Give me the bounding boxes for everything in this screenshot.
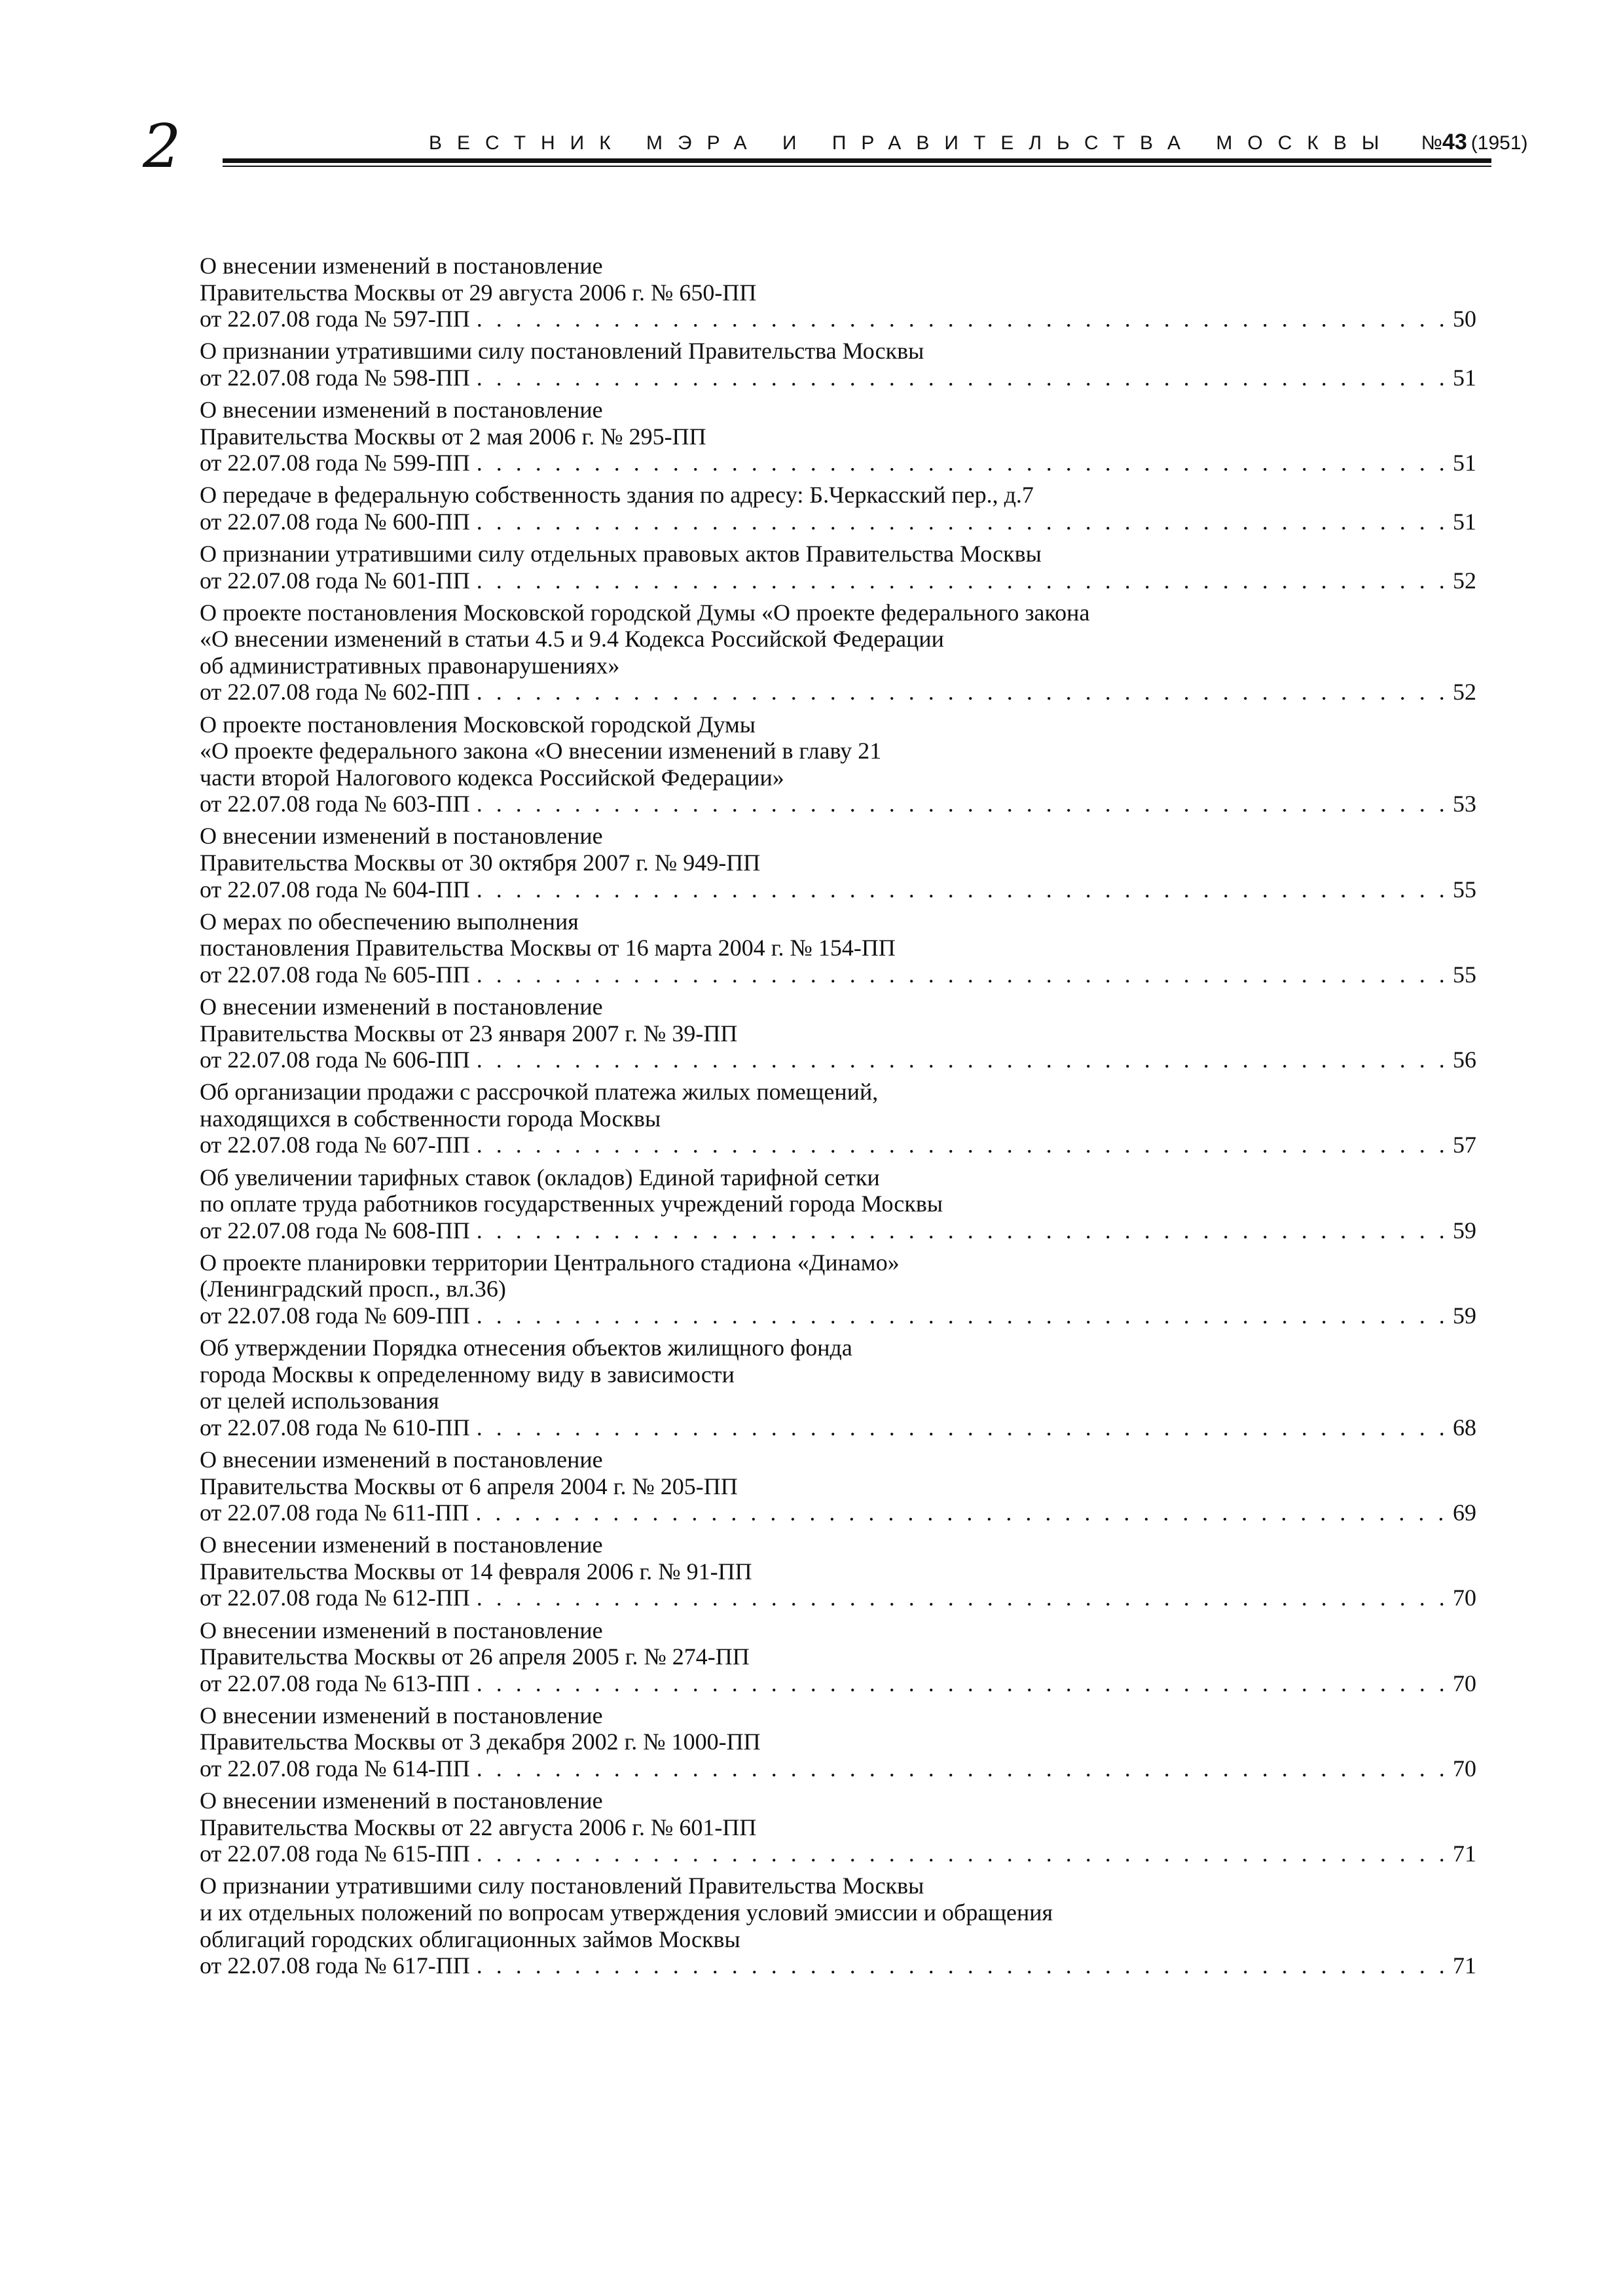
toc-entry-title-line: Об увеличении тарифных ставок (окладов) Единой тарифной сетки: [200, 1164, 880, 1191]
toc-entry-title-line: Правительства Москвы от 6 апреля 2004 г. № 205-ПП: [200, 1473, 738, 1499]
toc-entry-reference: от 22.07.08 года № 607-ПП: [200, 1132, 470, 1158]
toc-entry-leader-line: [200, 961, 1476, 988]
toc-entry-title-line: Об утверждении Порядка отнесения объектов жилищного фонда: [200, 1335, 852, 1361]
toc-entry-reference: от 22.07.08 года № 614-ПП: [200, 1755, 470, 1782]
toc-entry-leader-line: [200, 365, 1476, 391]
toc-entry-leader-line: [200, 1302, 1476, 1329]
toc-entry-title-line: О внесении изменений в постановление: [200, 1617, 603, 1643]
toc-entry: [200, 1164, 1476, 1244]
toc-entry-title-line: Правительства Москвы от 14 февраля 2006 г. № 91-ПП: [200, 1558, 752, 1585]
header-rule-thin: [223, 166, 1491, 167]
toc-entry-title-line: и их отдельных положений по вопросам утверждения условий эмиссии и обращения: [200, 1899, 1053, 1926]
toc-entry-page-number: 57: [1453, 1132, 1476, 1158]
dot-leader: [477, 679, 1450, 706]
toc-entry-leader-line: [200, 1499, 1476, 1526]
toc-entry-title-line: Правительства Москвы от 30 октября 2007 г. № 949-ПП: [200, 849, 761, 876]
toc-entry-reference: от 22.07.08 года № 606-ПП: [200, 1047, 470, 1073]
toc-entry-title-line: постановления Правительства Москвы от 16 марта 2004 г. № 154-ПП: [200, 935, 896, 961]
toc-entry-page-number: 69: [1453, 1499, 1476, 1526]
dot-leader: [477, 306, 1450, 332]
toc-entry-title-line: Правительства Москвы от 3 декабря 2002 г. № 1000-ПП: [200, 1729, 761, 1755]
toc-entry-leader-line: [200, 1952, 1476, 1979]
toc-entry-leader-line: [200, 1132, 1476, 1158]
toc-entry-page-number: 55: [1453, 961, 1476, 988]
toc-entry-page-number: 51: [1453, 508, 1476, 535]
dot-leader: [477, 1840, 1450, 1867]
dot-leader: [477, 450, 1450, 476]
toc-entry-leader-line: [200, 567, 1476, 594]
issue-year: (1951): [1470, 132, 1528, 154]
toc-entry-page-number: 51: [1453, 450, 1476, 476]
toc-entry-reference: от 22.07.08 года № 617-ПП: [200, 1952, 470, 1979]
toc-entry-title-line: О проекте постановления Московской городской Думы: [200, 711, 756, 738]
toc-entry-title-line: О проекте планировки территории Центрального стадиона «Динамо»: [200, 1249, 900, 1276]
toc-entry: [200, 1249, 1476, 1329]
dot-leader: [477, 365, 1450, 391]
toc-entry: [200, 1787, 1476, 1867]
toc-entry-title-line: О внесении изменений в постановление: [200, 1532, 603, 1558]
toc-entry-reference: от 22.07.08 года № 608-ПП: [200, 1217, 470, 1244]
toc-entry-leader-line: [200, 1670, 1476, 1697]
toc-entry-page-number: 71: [1453, 1952, 1476, 1979]
toc-entry-leader-line: [200, 876, 1476, 903]
dot-leader: [477, 509, 1450, 535]
toc-entry-leader-line: [200, 1414, 1476, 1441]
toc-entry-title-line: О мерах по обеспечению выполнения: [200, 908, 579, 935]
toc-entry-page-number: 56: [1453, 1047, 1476, 1073]
toc-entry-title-line: находящихся в собственности города Москвы: [200, 1105, 661, 1132]
toc-entry: [200, 253, 1476, 332]
toc-entry: [200, 1079, 1476, 1158]
toc-entry-reference: от 22.07.08 года № 603-ПП: [200, 791, 470, 817]
dot-leader: [475, 1499, 1450, 1526]
toc-entry-reference: от 22.07.08 года № 605-ПП: [200, 961, 470, 988]
toc-entry-leader-line: [200, 1217, 1476, 1244]
toc-entry-leader-line: [200, 509, 1476, 535]
toc-entry-title-line: Правительства Москвы от 29 августа 2006 г. № 650-ПП: [200, 279, 757, 306]
toc-entry-leader-line: [200, 791, 1476, 817]
toc-entry: [200, 908, 1476, 988]
toc-entry-title-line: О признании утратившими силу постановлений Правительства Москвы: [200, 338, 924, 365]
dot-leader: [477, 1132, 1450, 1158]
issue-prefix: №: [1421, 132, 1442, 154]
toc-entry: [200, 1873, 1476, 1979]
toc-entry-page-number: 59: [1453, 1302, 1476, 1329]
toc-entry-leader-line: [200, 1840, 1476, 1867]
toc-entry-title-line: Правительства Москвы от 26 апреля 2005 г. № 274-ПП: [200, 1643, 750, 1670]
toc-entry-title-line: О внесении изменений в постановление: [200, 993, 603, 1020]
dot-leader: [477, 1755, 1450, 1782]
toc-entry-title-line: О внесении изменений в постановление: [200, 253, 603, 279]
toc-entry-page-number: 71: [1453, 1840, 1476, 1867]
toc-entry: [200, 397, 1476, 476]
toc-entry-leader-line: [200, 1047, 1476, 1073]
toc-entry: [200, 1446, 1476, 1526]
toc-entry: [200, 1532, 1476, 1611]
toc-entry-page-number: 51: [1453, 364, 1476, 391]
toc-entry: [200, 1702, 1476, 1782]
toc-entry-title-line: О признании утратившими силу отдельных правовых актов Правительства Москвы: [200, 540, 1042, 567]
toc-entry-reference: от 22.07.08 года № 612-ПП: [200, 1585, 470, 1611]
toc-entry-page-number: 55: [1453, 876, 1476, 903]
dot-leader: [477, 1047, 1450, 1073]
toc-entry-reference: от 22.07.08 года № 604-ПП: [200, 876, 470, 903]
toc-entry-title-line: Правительства Москвы от 2 мая 2006 г. № 295-ПП: [200, 423, 706, 450]
dot-leader: [477, 1302, 1450, 1329]
toc-entry-reference: от 22.07.08 года № 615-ПП: [200, 1840, 470, 1867]
toc-entry: [200, 541, 1476, 594]
toc-entry-page-number: 70: [1453, 1585, 1476, 1611]
toc-entry-title-line: О признании утратившими силу постановлений Правительства Москвы: [200, 1873, 924, 1899]
toc-entry-leader-line: [200, 679, 1476, 706]
toc-entry-title-line: О передаче в федеральную собственность здания по адресу: Б.Черкасский пер., д.7: [200, 482, 1034, 509]
page-number: 2: [143, 111, 181, 181]
toc-entry-reference: от 22.07.08 года № 610-ПП: [200, 1414, 470, 1441]
toc-entry-reference: от 22.07.08 года № 598-ПП: [200, 364, 470, 391]
toc-entry-reference: от 22.07.08 года № 599-ПП: [200, 450, 470, 476]
toc-entry-title-line: О внесении изменений в постановление: [200, 1787, 603, 1814]
toc-entry: [200, 482, 1476, 535]
toc-entry-page-number: 52: [1453, 567, 1476, 594]
issue-label: [1421, 132, 1528, 154]
toc-entry: [200, 1335, 1476, 1441]
dot-leader: [477, 1585, 1450, 1611]
toc-entry-reference: от 22.07.08 года № 600-ПП: [200, 508, 470, 535]
dot-leader: [477, 961, 1450, 988]
toc-entry-reference: от 22.07.08 года № 611-ПП: [200, 1499, 469, 1526]
toc-entry-title-line: Правительства Москвы от 23 января 2007 г. № 39-ПП: [200, 1020, 738, 1047]
toc-entry-title-line: по оплате труда работников государственных учреждений города Москвы: [200, 1191, 943, 1217]
toc-entry-page-number: 68: [1453, 1414, 1476, 1441]
toc-entry-title-line: «О проекте федерального закона «О внесении изменений в главу 21: [200, 738, 882, 764]
toc-entry-title-line: Правительства Москвы от 22 августа 2006 г. № 601-ПП: [200, 1814, 757, 1840]
toc-entry-reference: от 22.07.08 года № 597-ПП: [200, 306, 470, 332]
masthead-title: ВЕСТНИК МЭРА И ПРАВИТЕЛЬСТВА МОСКВЫ: [429, 132, 1395, 154]
toc-entry-page-number: 70: [1453, 1670, 1476, 1696]
toc-entry-leader-line: [200, 306, 1476, 332]
toc-entry-title-line: «О внесении изменений в статьи 4.5 и 9.4 Кодекса Российской Федерации: [200, 626, 944, 653]
toc-entry-leader-line: [200, 450, 1476, 476]
toc-entry-title-line: города Москвы к определенному виду в зависимости: [200, 1361, 735, 1388]
toc-entry-page-number: 52: [1453, 679, 1476, 706]
toc-entry-page-number: 70: [1453, 1755, 1476, 1782]
toc-entry-title-line: О проекте постановления Московской городской Думы «О проекте федерального закона: [200, 599, 1090, 626]
toc-entry-title-line: части второй Налогового кодекса Российской Федерации»: [200, 764, 784, 791]
dot-leader: [477, 1217, 1450, 1244]
header-rule-thick: [223, 158, 1491, 163]
dot-leader: [477, 1670, 1450, 1697]
toc-entry: [200, 823, 1476, 903]
toc-entry: [200, 711, 1476, 817]
toc-entry-title-line: от целей использования: [200, 1388, 439, 1414]
toc-entry-page-number: 50: [1453, 306, 1476, 332]
toc-entry-title-line: О внесении изменений в постановление: [200, 823, 603, 850]
toc-entry-title-line: О внесении изменений в постановление: [200, 1446, 603, 1473]
toc-entry-reference: от 22.07.08 года № 609-ПП: [200, 1302, 470, 1329]
table-of-contents: [200, 253, 1476, 1979]
toc-entry-title-line: (Ленинградский просп., вл.36): [200, 1276, 506, 1302]
issue-number: 43: [1442, 130, 1467, 154]
toc-entry: [200, 1617, 1476, 1697]
toc-entry-title-line: Об организации продажи с рассрочкой платежа жилых помещений,: [200, 1079, 879, 1105]
toc-entry-page-number: 53: [1453, 791, 1476, 817]
toc-entry-reference: от 22.07.08 года № 601-ПП: [200, 567, 470, 594]
masthead: [429, 130, 1528, 155]
toc-entry-title-line: О внесении изменений в постановление: [200, 1702, 603, 1729]
toc-entry-title-line: облигаций городских облигационных займов Москвы: [200, 1926, 740, 1952]
toc-entry-reference: от 22.07.08 года № 613-ПП: [200, 1670, 470, 1696]
toc-entry-title-line: об административных правонарушениях»: [200, 652, 620, 679]
toc-entry-leader-line: [200, 1585, 1476, 1611]
toc-entry: [200, 600, 1476, 706]
toc-entry-leader-line: [200, 1755, 1476, 1782]
toc-entry-reference: от 22.07.08 года № 602-ПП: [200, 679, 470, 706]
dot-leader: [477, 1414, 1450, 1441]
dot-leader: [477, 567, 1450, 594]
toc-entry: [200, 338, 1476, 391]
dot-leader: [477, 791, 1450, 817]
toc-entry: [200, 994, 1476, 1073]
toc-entry-title-line: О внесении изменений в постановление: [200, 396, 603, 423]
dot-leader: [477, 876, 1450, 903]
dot-leader: [477, 1952, 1450, 1979]
toc-entry-page-number: 59: [1453, 1217, 1476, 1244]
